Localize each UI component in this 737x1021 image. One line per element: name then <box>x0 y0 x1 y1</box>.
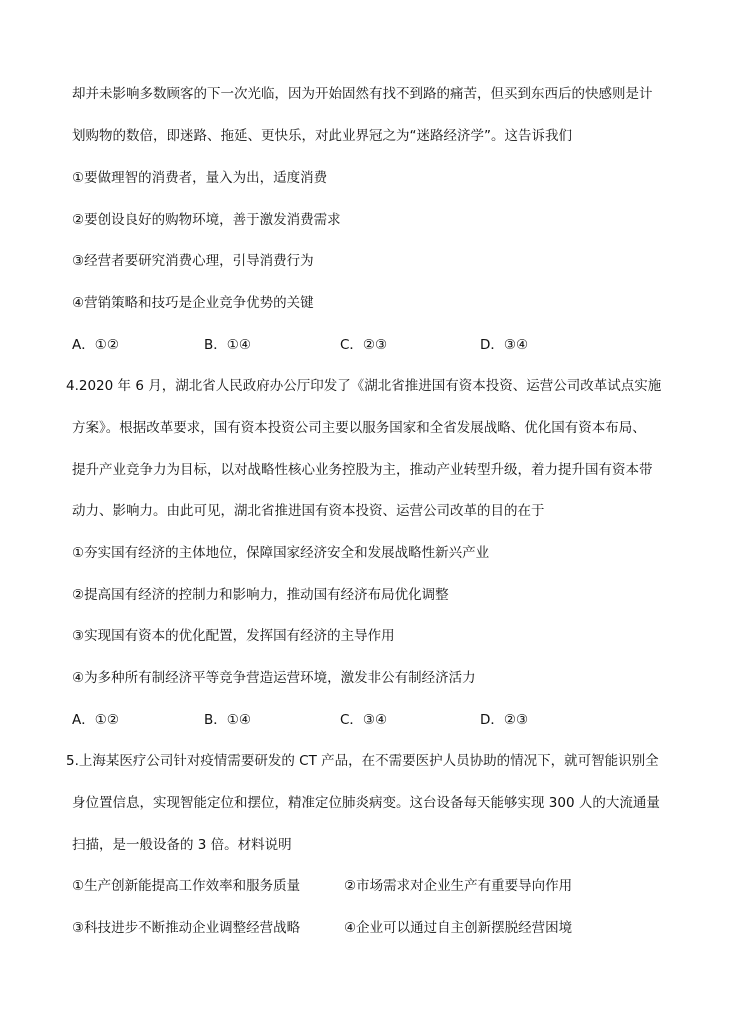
q4-stem-line-3: 提升产业竞争力为目标，以对战略性核心业务控股为主，推动产业转型升级，着力提升国有资本带 <box>72 462 653 478</box>
q4-statement-2: ②提高国有经济的控制力和影响力，推动国有经济布局优化调整 <box>72 587 449 603</box>
q4-option-b[interactable]: B．①④ <box>204 712 251 728</box>
q3-statement-4: ④营销策略和技巧是企业竞争优势的关键 <box>72 295 314 311</box>
q4-option-a[interactable]: A．①② <box>72 712 119 728</box>
q4-stem-line-2: 方案》。根据改革要求，国有资本投资公司主要以服务国家和全省发展战略、优化国有资本布局、 <box>72 420 646 436</box>
q4-statement-4: ④为多种所有制经济平等竞争营造运营环境，激发非公有制经济活力 <box>72 670 476 686</box>
q3-statement-2: ②要创设良好的购物环境，善于激发消费需求 <box>72 212 341 228</box>
q4-stem-line-1: 4.2020 年 6 月，湖北省人民政府办公厅印发了《湖北省推进国有资本投资、运营公司改革试点实施 <box>66 378 662 394</box>
q3-option-d[interactable]: D．③④ <box>480 337 529 353</box>
q3-option-a[interactable]: A．①② <box>72 337 119 353</box>
q3-option-b[interactable]: B．①④ <box>204 337 251 353</box>
q3-stem-line-1: 却并未影响多数顾客的下一次光临，因为开始固然有找不到路的痛苦，但买到东西后的快感则是计 <box>72 86 653 102</box>
q3-option-c[interactable]: C．②③ <box>340 337 388 353</box>
q5-stem-line-3: 扫描，是一般设备的 3 倍。材料说明 <box>72 837 292 853</box>
q3-statement-1: ①要做理智的消费者，量入为出，适度消费 <box>72 170 328 186</box>
q5-statement-4: ④企业可以通过自主创新摆脱经营困境 <box>344 920 573 936</box>
q4-options <box>72 710 672 730</box>
q4-statement-3: ③实现国有资本的优化配置，发挥国有经济的主导作用 <box>72 628 395 644</box>
q3-statement-3: ③经营者要研究消费心理，引导消费行为 <box>72 253 314 269</box>
q5-statements-row-1 <box>72 876 672 896</box>
q5-stem-line-1: 5.上海某医疗公司针对疫情需要研发的 CT 产品，在不需要医护人员协助的情况下，就可智能识别全 <box>66 753 659 769</box>
q5-statement-3: ③科技进步不断推动企业调整经营战略 <box>72 920 301 936</box>
q5-statements-row-2 <box>72 918 672 938</box>
q5-stem-line-2: 身位置信息，实现智能定位和摆位，精准定位肺炎病变。这台设备每天能够实现 300 人的大流通量 <box>72 795 660 811</box>
q5-statement-1: ①生产创新能提高工作效率和服务质量 <box>72 878 301 894</box>
q4-option-c[interactable]: C．③④ <box>340 712 388 728</box>
q4-stem-line-4: 动力、影响力。由此可见，湖北省推进国有资本投资、运营公司改革的目的在于 <box>72 503 545 519</box>
q4-option-d[interactable]: D．②③ <box>480 712 529 728</box>
q3-options <box>72 335 672 355</box>
q3-stem-line-2: 划购物的数倍，即迷路、拖延、更快乐，对此业界冠之为“迷路经济学”。这告诉我们 <box>72 128 572 144</box>
q5-statement-2: ②市场需求对企业生产有重要导向作用 <box>344 878 573 894</box>
q4-statement-1: ①夯实国有经济的主体地位，保障国家经济安全和发展战略性新兴产业 <box>72 545 490 561</box>
